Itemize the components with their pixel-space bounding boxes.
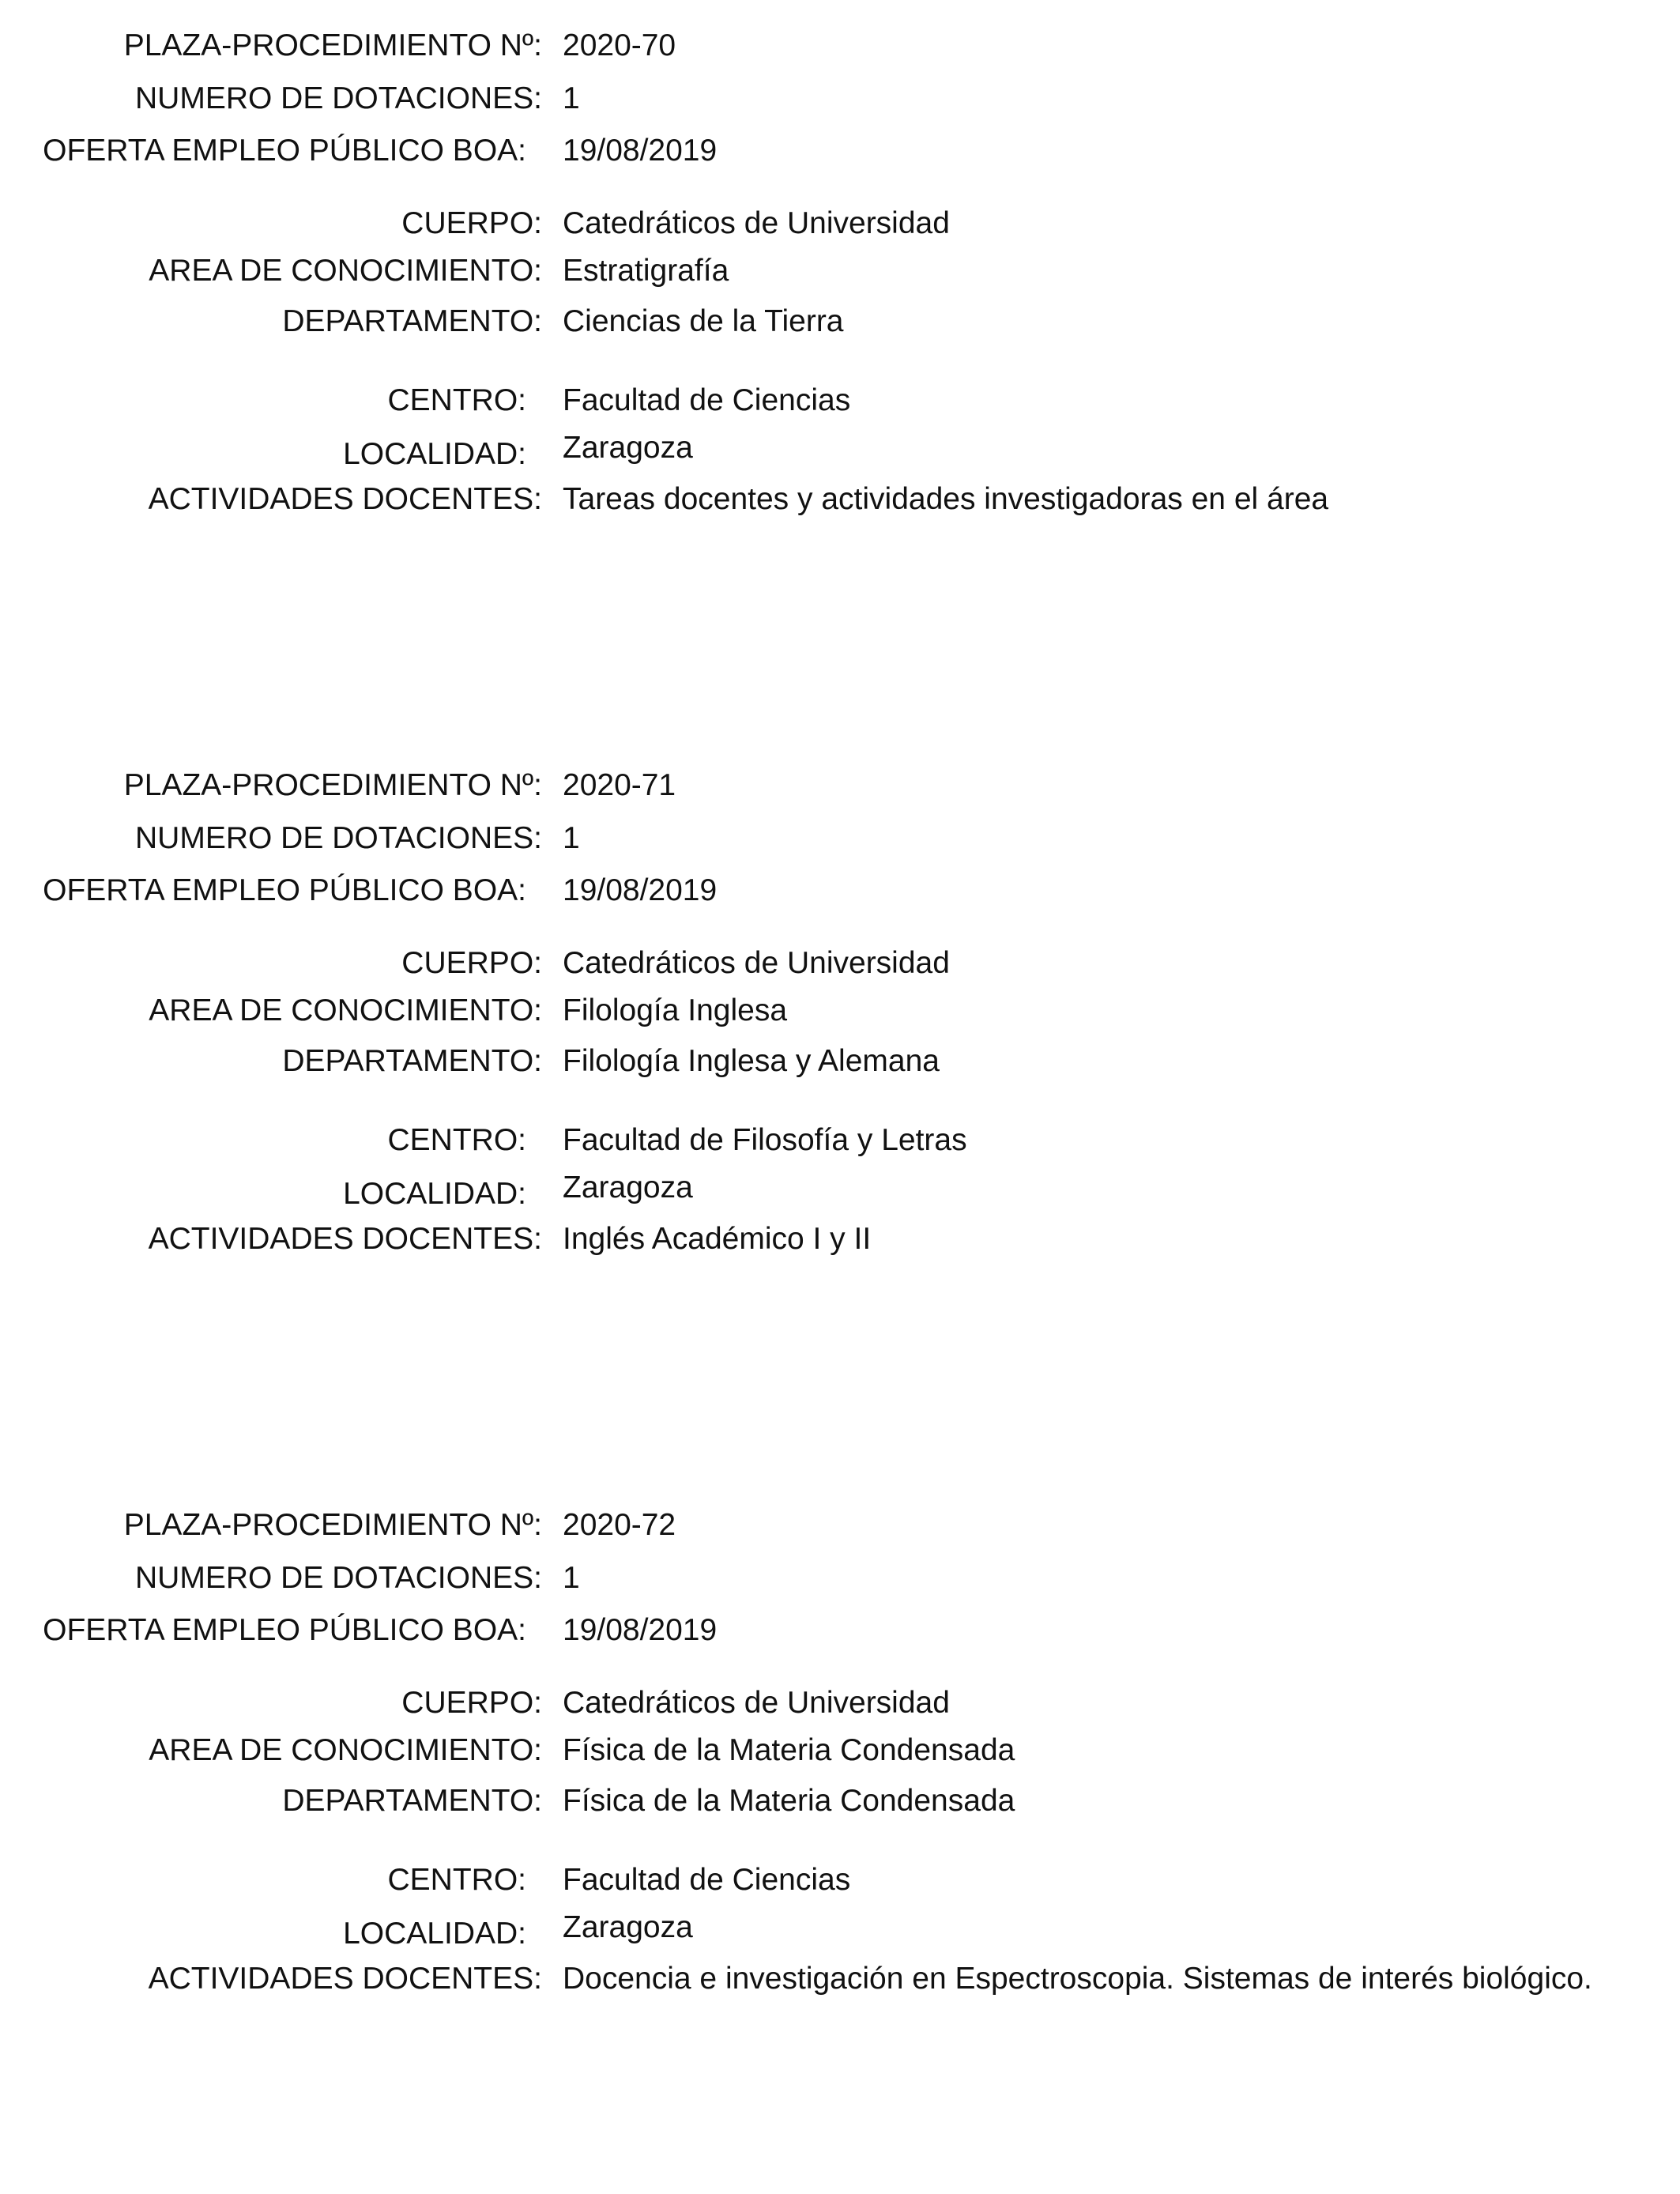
label-centro: CENTRO:: [387, 1863, 526, 1897]
label-oferta: OFERTA EMPLEO PÚBLICO BOA:: [43, 134, 526, 168]
value-cuerpo: Catedráticos de Universidad: [563, 1686, 950, 1720]
value-centro: Facultad de Filosofía y Letras: [563, 1123, 967, 1157]
row-centro: [0, 379, 1680, 422]
row-localidad: [0, 433, 1680, 476]
value-plaza: 2020-70: [563, 28, 676, 62]
value-localidad: Zaragoza: [563, 431, 693, 465]
row-departamento: [0, 1780, 1680, 1823]
label-dotaciones: NUMERO DE DOTACIONES:: [135, 821, 542, 855]
value-plaza: 2020-71: [563, 768, 676, 802]
row-area: [0, 250, 1680, 292]
label-centro: CENTRO:: [387, 383, 526, 417]
row-actividades: [0, 1958, 1680, 2000]
row-cuerpo: [0, 1682, 1680, 1725]
value-oferta: 19/08/2019: [563, 134, 718, 168]
value-departamento: Física de la Materia Condensada: [563, 1784, 1015, 1818]
value-localidad: Zaragoza: [563, 1171, 693, 1204]
row-oferta: [0, 1609, 1680, 1652]
label-oferta: OFERTA EMPLEO PÚBLICO BOA:: [43, 873, 526, 907]
row-departamento: [0, 300, 1680, 343]
row-actividades: [0, 1218, 1680, 1261]
plaza-block-3: [0, 1480, 1680, 1996]
label-plaza: PLAZA-PROCEDIMIENTO Nº:: [123, 768, 542, 802]
row-dotaciones: [0, 77, 1680, 120]
value-localidad: Zaragoza: [563, 1910, 693, 1944]
value-departamento: Filología Inglesa y Alemana: [563, 1044, 940, 1078]
row-departamento: [0, 1040, 1680, 1083]
value-cuerpo: Catedráticos de Universidad: [563, 206, 950, 240]
row-area: [0, 990, 1680, 1032]
value-actividades: Tareas docentes y actividades investigadoras en el área: [563, 482, 1329, 516]
row-dotaciones: [0, 817, 1680, 860]
row-centro: [0, 1859, 1680, 1902]
value-actividades: Inglés Académico I y II: [563, 1222, 872, 1256]
plaza-block-1: [0, 0, 1680, 516]
label-localidad: LOCALIDAD:: [343, 1917, 526, 1951]
label-area: AREA DE CONOCIMIENTO:: [149, 254, 542, 288]
label-localidad: LOCALIDAD:: [343, 437, 526, 471]
label-area: AREA DE CONOCIMIENTO:: [149, 1733, 542, 1767]
row-oferta: [0, 869, 1680, 912]
row-actividades: [0, 478, 1680, 521]
label-plaza: PLAZA-PROCEDIMIENTO Nº:: [123, 28, 542, 62]
label-departamento: DEPARTAMENTO:: [282, 1784, 542, 1818]
label-departamento: DEPARTAMENTO:: [282, 304, 542, 338]
value-departamento: Ciencias de la Tierra: [563, 304, 844, 338]
label-actividades: ACTIVIDADES DOCENTES:: [148, 1962, 542, 1996]
label-localidad: LOCALIDAD:: [343, 1177, 526, 1211]
label-actividades: ACTIVIDADES DOCENTES:: [148, 482, 542, 516]
label-cuerpo: CUERPO:: [401, 946, 542, 980]
value-dotaciones: 1: [563, 821, 580, 855]
label-departamento: DEPARTAMENTO:: [282, 1044, 542, 1078]
value-oferta: 19/08/2019: [563, 873, 718, 907]
label-cuerpo: CUERPO:: [401, 206, 542, 240]
label-actividades: ACTIVIDADES DOCENTES:: [148, 1222, 542, 1256]
value-cuerpo: Catedráticos de Universidad: [563, 946, 950, 980]
value-centro: Facultad de Ciencias: [563, 1863, 851, 1897]
row-dotaciones: [0, 1557, 1680, 1600]
value-area: Física de la Materia Condensada: [563, 1733, 1015, 1767]
row-cuerpo: [0, 942, 1680, 985]
row-oferta: [0, 130, 1680, 172]
value-oferta: 19/08/2019: [563, 1613, 718, 1647]
plaza-block-2: [0, 740, 1680, 1256]
label-dotaciones: NUMERO DE DOTACIONES:: [135, 81, 542, 115]
row-plaza: [0, 764, 1680, 807]
value-actividades: Docencia e investigación en Espectroscopia. Sistemas de interés biológico.: [563, 1962, 1592, 1996]
value-plaza: 2020-72: [563, 1508, 676, 1542]
row-plaza: [0, 25, 1680, 67]
label-centro: CENTRO:: [387, 1123, 526, 1157]
value-centro: Facultad de Ciencias: [563, 383, 851, 417]
label-cuerpo: CUERPO:: [401, 1686, 542, 1720]
value-dotaciones: 1: [563, 1561, 580, 1595]
label-plaza: PLAZA-PROCEDIMIENTO Nº:: [123, 1508, 542, 1542]
row-localidad: [0, 1173, 1680, 1216]
row-centro: [0, 1119, 1680, 1162]
value-area: Estratigrafía: [563, 254, 729, 288]
label-dotaciones: NUMERO DE DOTACIONES:: [135, 1561, 542, 1595]
row-plaza: [0, 1504, 1680, 1547]
label-area: AREA DE CONOCIMIENTO:: [149, 993, 542, 1027]
value-dotaciones: 1: [563, 81, 580, 115]
row-cuerpo: [0, 202, 1680, 245]
label-oferta: OFERTA EMPLEO PÚBLICO BOA:: [43, 1613, 526, 1647]
row-area: [0, 1729, 1680, 1772]
value-area: Filología Inglesa: [563, 993, 788, 1027]
row-localidad: [0, 1910, 1680, 1955]
